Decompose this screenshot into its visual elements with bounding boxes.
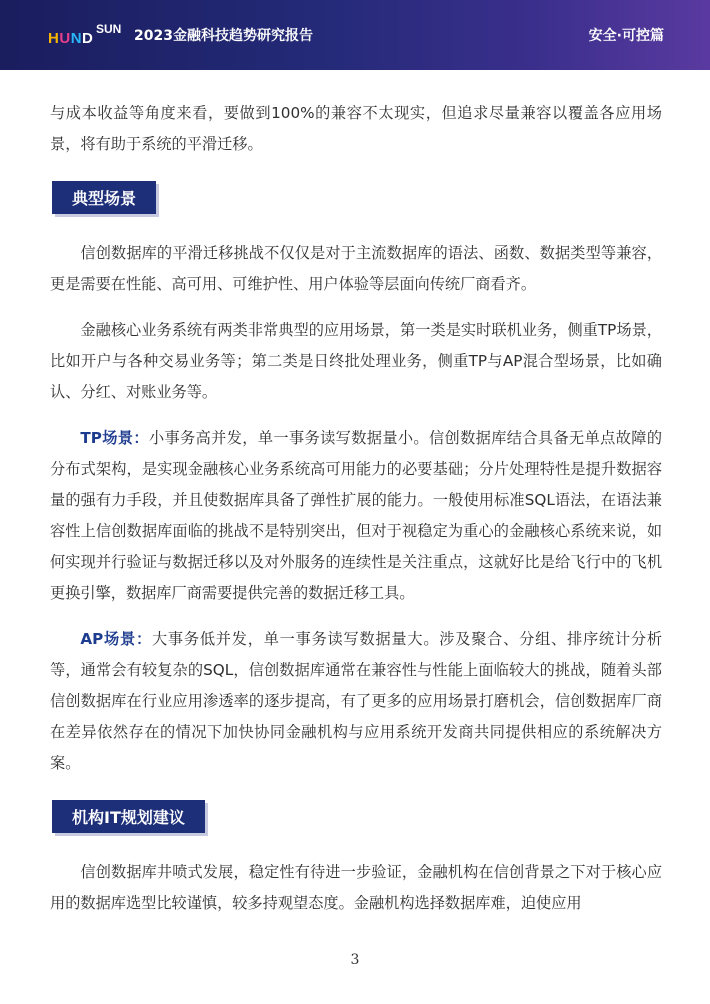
intro-paragraph: 与成本收益等角度来看，要做到100%的兼容不太现实，但追求尽量兼容以覆盖各应用场景，将有助于系统的平滑迁移。 — [50, 104, 662, 153]
logo-sun-text: SUN — [96, 22, 122, 36]
hundsun-logo — [48, 24, 134, 50]
tp-label: TP场景： — [80, 429, 149, 447]
tp-text: 小事务高并发，单一事务读写数据量小。信创数据库结合具备无单点故障的分布式架构，是实现金融核心业务系统高可用能力的必要基础；分片处理特性是提升数据容量的强有力手段，并且使数据库具备了弹性扩展的能力。一般使用标准SQL语法，在语法兼容性上信创数据库面临的挑战不是特别突出，但对于视稳定为重心的金融核心系统来说，如何实现并行验证与数据迁移以及对外服务的连续性是关注重点，这就好比是给飞行中的飞机更换引擎，数据库厂商需要提供完善的数据迁移工具。 — [50, 429, 662, 602]
section-tag: 安全·可控篇 — [588, 28, 664, 44]
paragraph-tp-scenario — [50, 423, 662, 609]
ap-text: 大事务低并发，单一事务读写数据量大。涉及聚合、分组、排序统计分析等，通常会有较复杂的SQL，信创数据库通常在兼容性与性能上面临较大的挑战，随着头部信创数据库在行业应用渗透率的逐步提高，有了更多的应用场景打磨机会，信创数据库厂商在差异依然存在的情况下加快协同金融机构与应用系统开发商共同提供相应的系统解决方案。 — [50, 630, 663, 772]
page-content — [50, 98, 662, 934]
paragraph-migration-challenge: 信创数据库的平滑迁移挑战不仅仅是对于主流数据库的语法、函数、数据类型等兼容，更是需要在性能、高可用、可维护性、用户体验等层面向传统厂商看齐。 — [50, 244, 662, 293]
paragraph-core-scenarios: 金融核心业务系统有两类非常典型的应用场景，第一类是实时联机业务，侧重TP场景，比如开户与各种交易业务等；第二类是日终批处理业务，侧重TP与AP混合型场景，比如确认、分红、对账业务等。 — [50, 321, 662, 401]
page-number: 3 — [350, 952, 360, 968]
report-title: 2023金融科技趋势研究报告 — [134, 28, 313, 44]
section-heading-it-planning: 机构IT规划建议 — [52, 800, 205, 833]
ap-label: AP场景： — [80, 630, 152, 648]
logo-hund-text: HUND — [48, 30, 94, 47]
paragraph-ap-scenario — [50, 624, 662, 779]
page-header — [0, 0, 710, 70]
section-heading-typical-scenarios: 典型场景 — [52, 181, 156, 214]
paragraph-it-planning: 信创数据库井喷式发展，稳定性有待进一步验证，金融机构在信创背景之下对于核心应用的数据库选型比较谨慎，较多持观望态度。金融机构选择数据库难，迫使应用 — [50, 863, 662, 912]
